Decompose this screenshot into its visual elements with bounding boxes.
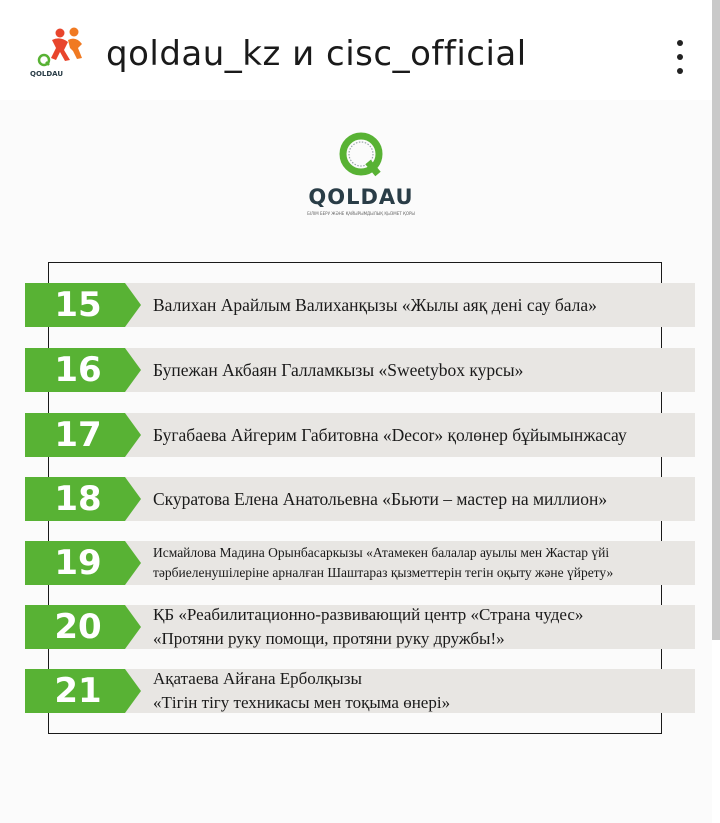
entry-text	[153, 605, 693, 649]
entry-number: 16	[54, 350, 102, 390]
entry-line-1: ҚБ «Реабилитационно-развивающий центр «Страна чудес»	[153, 605, 584, 624]
menu-dot	[677, 68, 683, 74]
entry-text	[153, 669, 693, 713]
entry-line-1: Валихан Арайлым Валиханқызы «Жылы аяқ дені сау бала»	[153, 294, 597, 315]
menu-dot	[677, 40, 683, 46]
list-item	[25, 283, 695, 327]
entry-line-1: Скуратова Елена Анатольевна «Бьюти – мастер на миллион»	[153, 488, 608, 509]
entry-text	[153, 348, 693, 392]
post-image	[0, 100, 712, 823]
entry-text	[153, 413, 693, 457]
list-item	[25, 413, 695, 457]
qoldau-q-icon	[336, 130, 386, 180]
entry-number: 20	[54, 607, 102, 647]
entry-number: 18	[54, 479, 102, 519]
more-options-icon[interactable]	[672, 40, 688, 74]
menu-dot	[677, 54, 683, 60]
list-item	[25, 605, 695, 649]
account-avatar[interactable]	[24, 26, 88, 80]
entry-number: 19	[54, 543, 102, 583]
entry-line-2: тәрбиеленушілеріне арналған Шаштараз қызметтерін тегін оқыту және үйрету»	[153, 565, 614, 580]
entry-line-1: Ақатаева Айғана Ерболқызы	[153, 669, 362, 688]
qoldau-avatar-logo-icon	[24, 26, 88, 80]
entry-number: 17	[54, 415, 102, 455]
entry-line-1: Исмайлова Мадина Орынбасаркызы «Атамекен балалар ауылы мен Жастар үйі	[153, 545, 610, 560]
list-item	[25, 669, 695, 713]
entry-text	[153, 477, 693, 521]
entry-line-2: «Тігін тігу техникасы мен тоқыма өнері»	[153, 693, 451, 712]
entry-line-1: Бугабаева Айгерим Габитовна «Decor» қолөнер бұйымынжасау	[153, 424, 627, 445]
entry-text	[153, 541, 693, 585]
entry-line-1: Бупежан Акбаян Галламкызы «Sweetybox курсы»	[153, 359, 524, 380]
list-item	[25, 348, 695, 392]
account-name[interactable]: qoldau_kz и cisc_official	[106, 34, 527, 74]
qoldau-logo	[306, 130, 416, 230]
avatar-label: QOLDAU	[30, 70, 64, 78]
logo-title: QOLDAU	[308, 185, 414, 209]
list-item	[25, 477, 695, 521]
logo-subtitle: БІЛІМ БЕРУ ЖӘНЕ ҚАЙЫРЫМДЫЛЫҚ ҚЫЗМЕТ ҚОРЫ	[307, 211, 415, 216]
entry-number: 21	[54, 671, 102, 711]
scrollbar[interactable]	[712, 0, 720, 640]
entry-number: 15	[54, 285, 102, 325]
list-item	[25, 541, 695, 585]
post-header	[0, 0, 712, 100]
entry-text	[153, 283, 693, 327]
entry-line-2: «Протяни руку помощи, протяни руку дружбы!»	[153, 629, 505, 648]
